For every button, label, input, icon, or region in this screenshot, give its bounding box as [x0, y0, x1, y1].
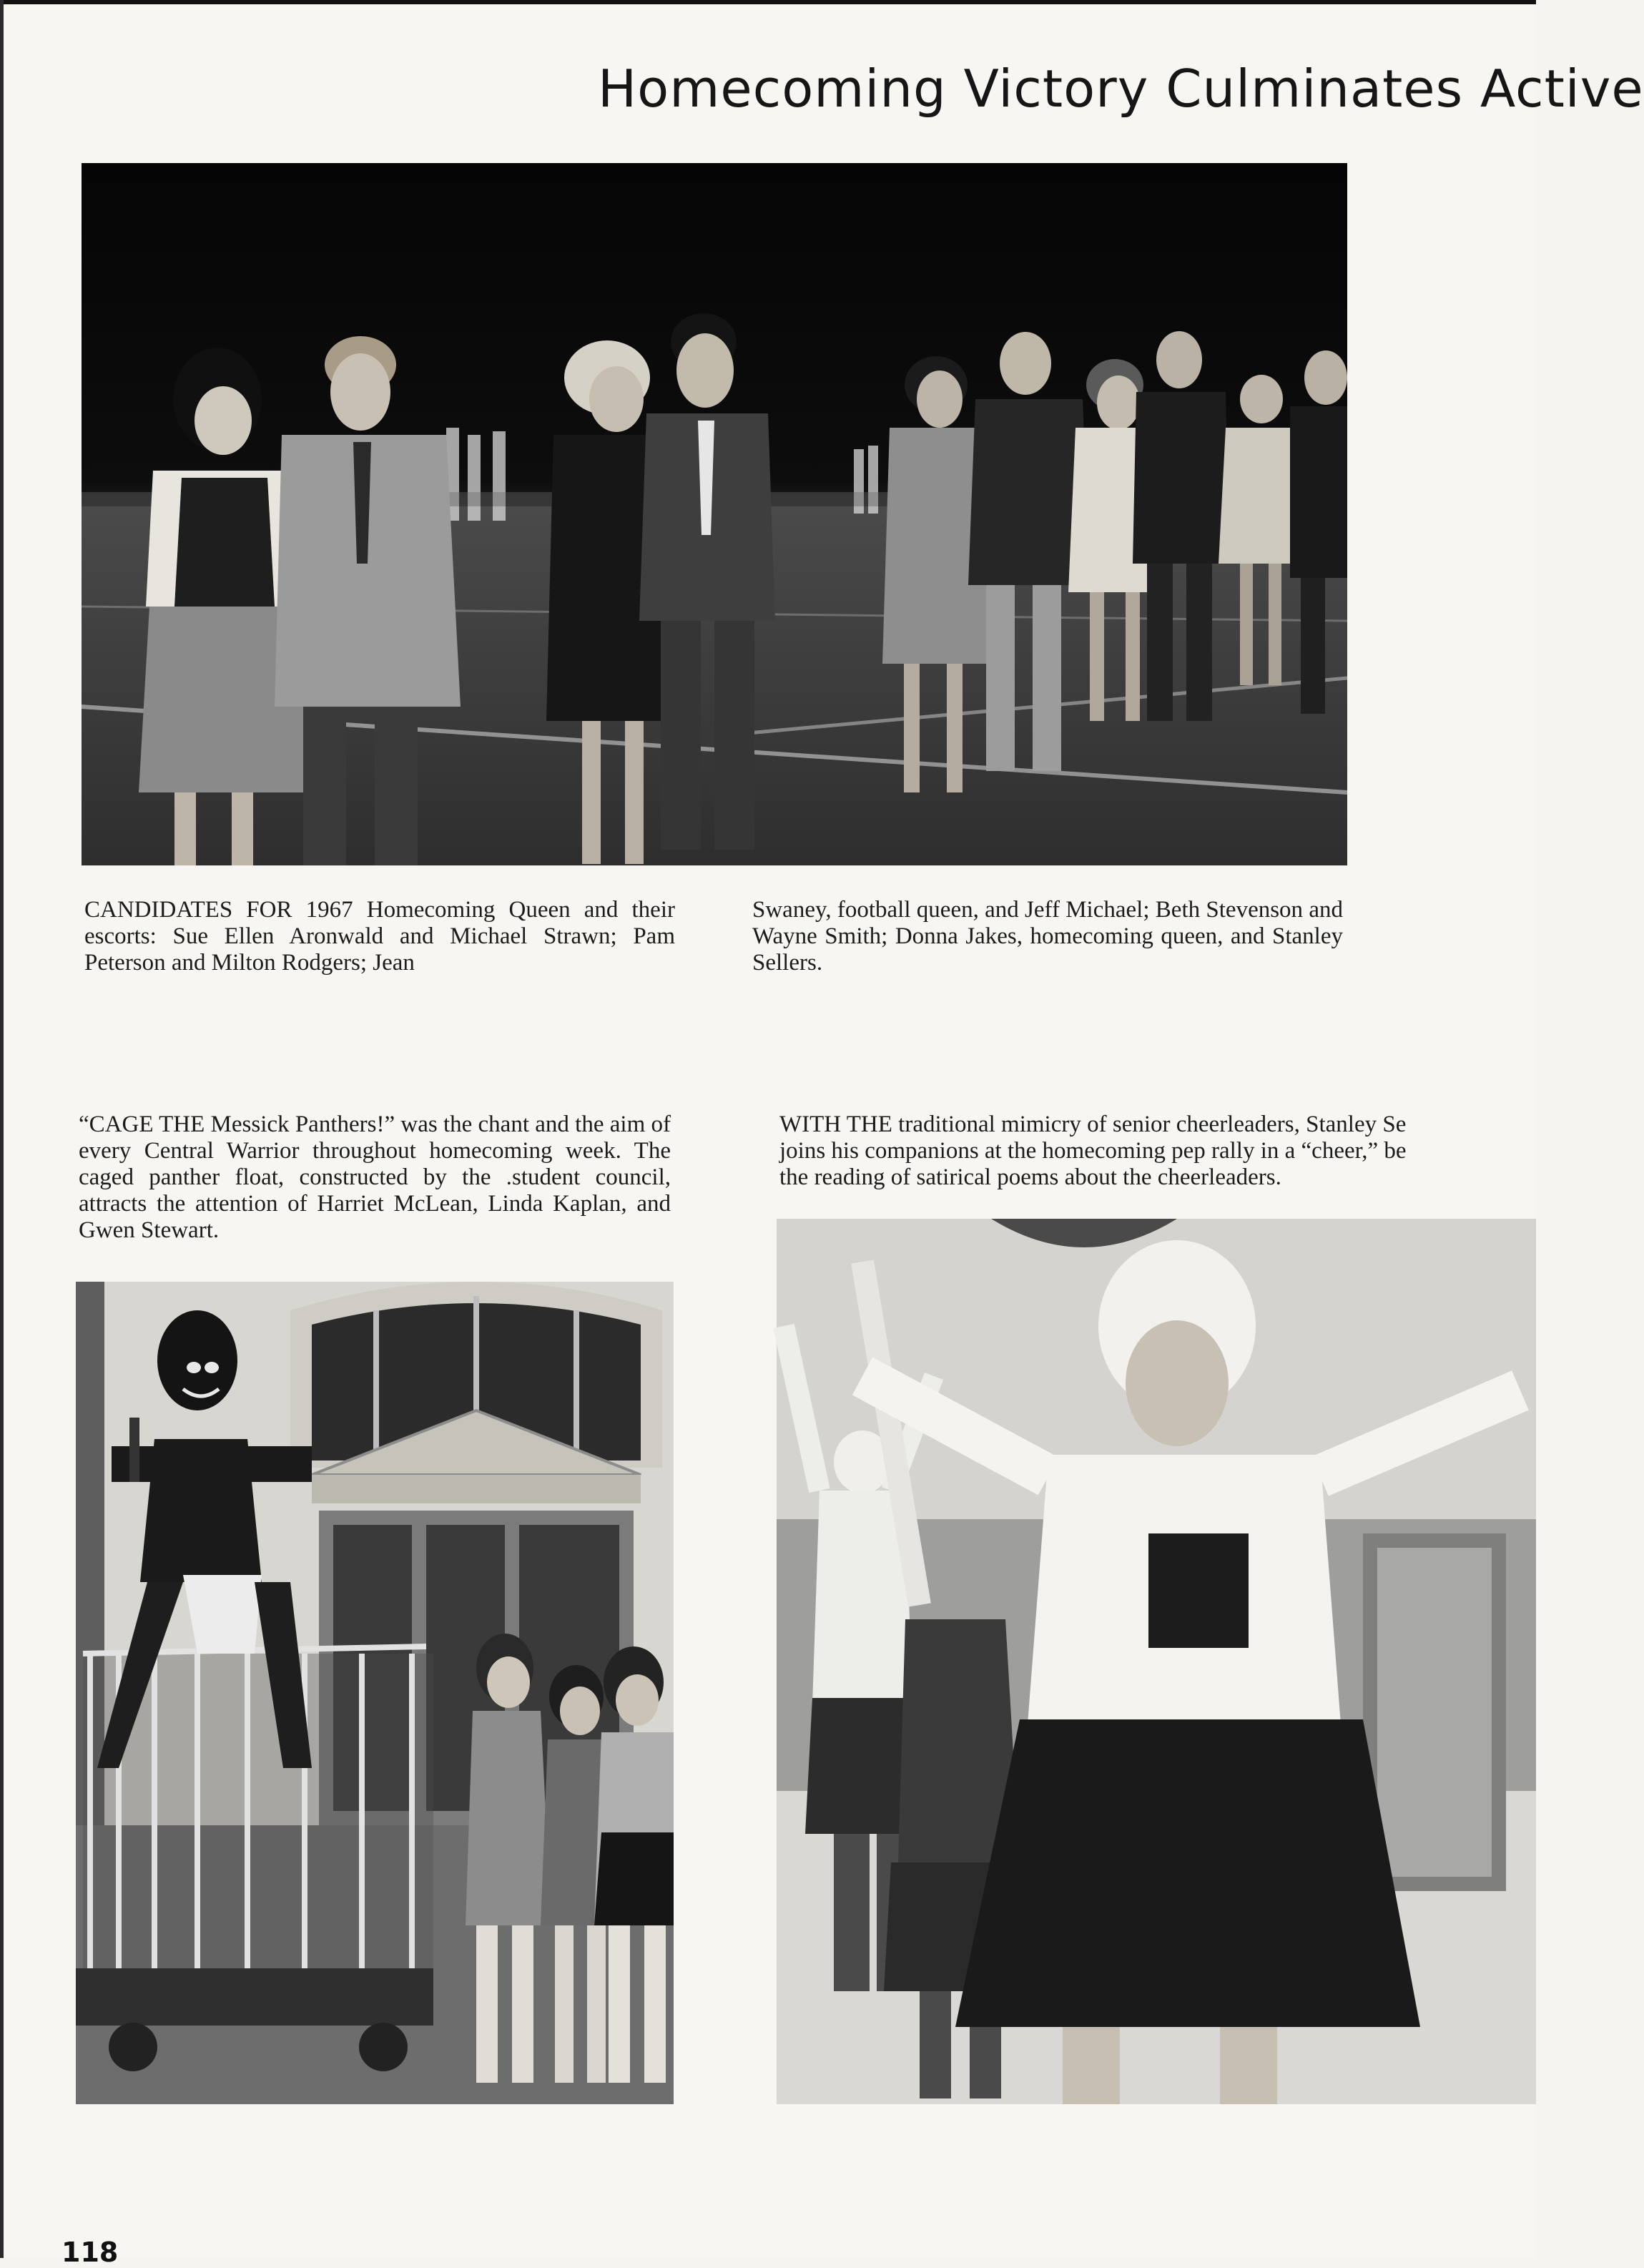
page-headline: Homecoming Victory Culminates Active — [598, 59, 1644, 119]
caption-cheerleaders-line: WITH THE traditional mimicry of senior cheerleaders, Stanley Se — [779, 1111, 1407, 1137]
panther-float-illustration — [76, 1282, 674, 2104]
caption-cheerleaders-line: joins his companions at the homecoming pep rally in a “cheer,” be — [779, 1138, 1407, 1164]
top-border — [0, 0, 1536, 4]
homecoming-court-illustration — [82, 163, 1347, 865]
caption-cheerleaders-line: the reading of satirical poems about the cheerleaders. — [779, 1164, 1281, 1190]
left-border — [0, 0, 4, 2258]
pep-rally-illustration — [777, 1219, 1536, 2104]
caption-panther-float: “CAGE THE Messick Panthers!” was the chant and the aim of every Central Warrior throughout homecoming week. The caged panther float, constructed by the .student council, attracts the attention of Harriet McLean, Linda Kaplan, and Gwen Stewart. — [79, 1111, 671, 1243]
caption-cheerleaders — [779, 1111, 1536, 1191]
caption-court-left: CANDIDATES FOR 1967 Homecoming Queen and their escorts: Sue Ellen Aronwald and Michael Strawn; Pam Peterson and Milton Rodgers; Jean — [84, 897, 675, 976]
caption-court-right: Swaney, football queen, and Jeff Michael; Beth Stevenson and Wayne Smith; Donna Jakes, homecoming queen, and Stanley Sellers. — [752, 897, 1343, 976]
homecoming-court-photo — [82, 163, 1347, 865]
panther-float-photo — [76, 1282, 674, 2104]
page-number: 118 — [61, 2237, 119, 2268]
pep-rally-photo — [777, 1219, 1536, 2104]
